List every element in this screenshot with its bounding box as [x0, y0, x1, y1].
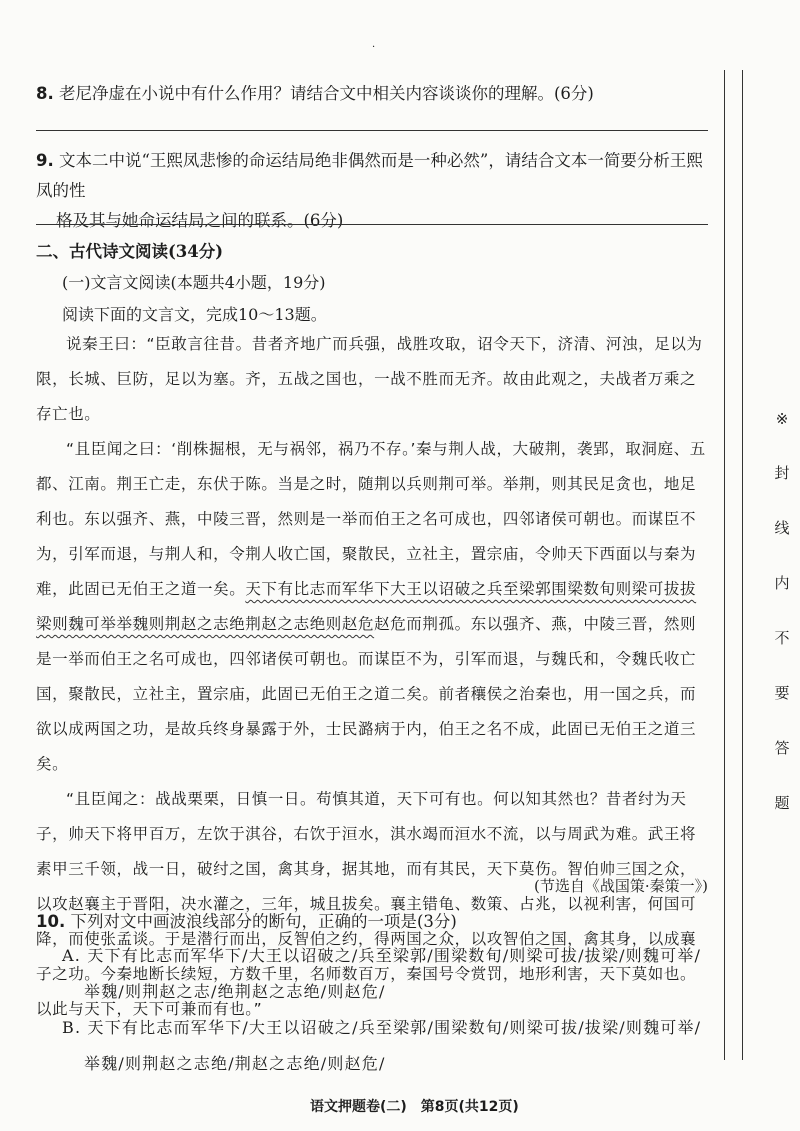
option-a: A. 天下有比志而军华下/大王以诏破之/兵至梁郭/围梁数旬/则梁可拔/拔梁/则魏可举/举魏/则荆赵之志/绝荆赵之志绝/则赵危/	[62, 946, 702, 1001]
question-10-text: 下列对文中画波浪线部分的断句，正确的一项是(3分)	[70, 912, 457, 931]
question-8	[36, 80, 594, 104]
question-8-text: 老尼净虚在小说中有什么作用？请结合文中相关内容谈谈你的理解。(6分)	[59, 84, 594, 103]
side-char-4: 内	[774, 574, 790, 592]
binding-margin-text	[770, 410, 794, 847]
passage-paragraph-2	[36, 432, 706, 782]
side-char-6: 要	[774, 684, 790, 702]
question-8-number: 8.	[36, 84, 54, 103]
passage-paragraph-1: 说秦王曰：“臣敢言往昔。昔者齐地广而兵强，战胜攻取，诏令天下，济清、河浊，足以为限，长城、巨防，足以为塞。齐，五战之国也，一战不胜而无齐。故由此观之，夫战者万乘之存亡也。	[36, 335, 703, 423]
question-9-line2: 格及其与她命运结局之间的联系。(6分)	[56, 211, 344, 230]
passage-paragraph-2b: 赵危而荆孤。东以强齐、燕，中陵三晋，然则是一举而伯王之名可成也，四邻诸侯可朝也。而谋臣不为，引军而退，与魏氏和，令魏氏收亡国，聚散民，立社主，置宗庙，此固已无伯王之道二矣。前者穰侯之治秦也，用一国之兵，而欲以成两国之功，是故兵终身暴露于外，士民潞病于内，伯王之名不成，此固已无伯王之道三矣。	[36, 615, 697, 773]
option-b: B. 天下有比志而军华下/大王以诏破之/兵至梁郭/围梁数旬/则梁可拔/拔梁/则魏可举/举魏/则荆赵之志绝/荆赵之志绝/则赵危/	[62, 1018, 702, 1073]
answer-line-9	[36, 224, 708, 225]
side-char-3: 线	[774, 519, 790, 537]
side-char-1: ※	[775, 410, 789, 428]
side-char-8: 题	[774, 794, 790, 812]
binding-line-2	[742, 70, 743, 1060]
page-footer: 语文押题卷(二) 第8页(共12页)	[310, 1099, 519, 1115]
reading-instruction: 阅读下面的文言文，完成10～13题。	[62, 305, 327, 324]
wavy-underlined-text: 天下有比志而军华下大王以诏破之兵至梁郭围梁数旬则梁可拔拔梁则魏可举举魏则荆赵之志绝荆赵之志绝则赵危	[36, 580, 697, 633]
answer-line-8	[36, 130, 708, 131]
passage-source: (节选自《战国策·秦策一》)	[534, 877, 708, 895]
side-char-2: 封	[774, 464, 790, 482]
scan-dot: ·	[372, 42, 376, 53]
side-char-7: 答	[774, 739, 790, 757]
passage-paragraph-2a: “且臣闻之曰：‘削株掘根，无与祸邻，祸乃不存。’秦与荆人战，大破荆，袭郢，取洞庭、五都、江南。荆王亡走，东伏于陈。当是之时，随荆以兵则荆可举。举荆，则其民足贪也，地足利也。东以强齐、燕，中陵三晋，然则是一举而伯王之名可成也，四邻诸侯可朝也。而谋臣不为，引军而退，与荆人和，令荆人收亡国，聚散民，立社主，置宗庙，令帅天下西面以与秦为难，此固已无伯王之道一矣。	[36, 440, 706, 598]
question-10-number: 10.	[36, 912, 66, 931]
question-9-number: 9.	[36, 151, 54, 170]
side-char-5: 不	[774, 629, 790, 647]
question-10-options	[62, 938, 707, 1082]
question-9	[36, 146, 716, 236]
passage-paragraph-3: “且臣闻之：战战栗栗，日慎一日。苟慎其道，天下可有也。何以知其然也？昔者纣为天子，帅天下将甲百万，左饮于淇谷，右饮于洹水，淇水竭而洹水不流，以与周武为难。武王将素甲三千领，战一日，破纣之国，禽其身，据其地，而有其民，天下莫伤。智伯帅三国之众，以攻赵襄主于晋阳，决水灌之，三年，城且拔矣。襄主错龟、数策、占兆，以视利害，何国可降，而使张孟谈。于是潜行而出，反智伯之约，得两国之众，以攻智伯之国，禽其身，以成襄子之功。今秦地断长续短，方数千里，名师数百万，秦国号令赏罚，地形利害，天下莫如也。以此与天下，天下可兼而有也。”	[36, 790, 697, 1018]
binding-line	[724, 70, 725, 1060]
subsection-title: (一)文言文阅读(本题共4小题，19分)	[62, 273, 326, 292]
question-10-stem	[36, 908, 457, 932]
question-9-line1: 文本二中说“王熙凤悲惨的命运结局绝非偶然而是一种必然”，请结合文本一简要分析王熙凤的性	[36, 151, 703, 200]
section-title: 二、古代诗文阅读(34分)	[36, 242, 224, 261]
